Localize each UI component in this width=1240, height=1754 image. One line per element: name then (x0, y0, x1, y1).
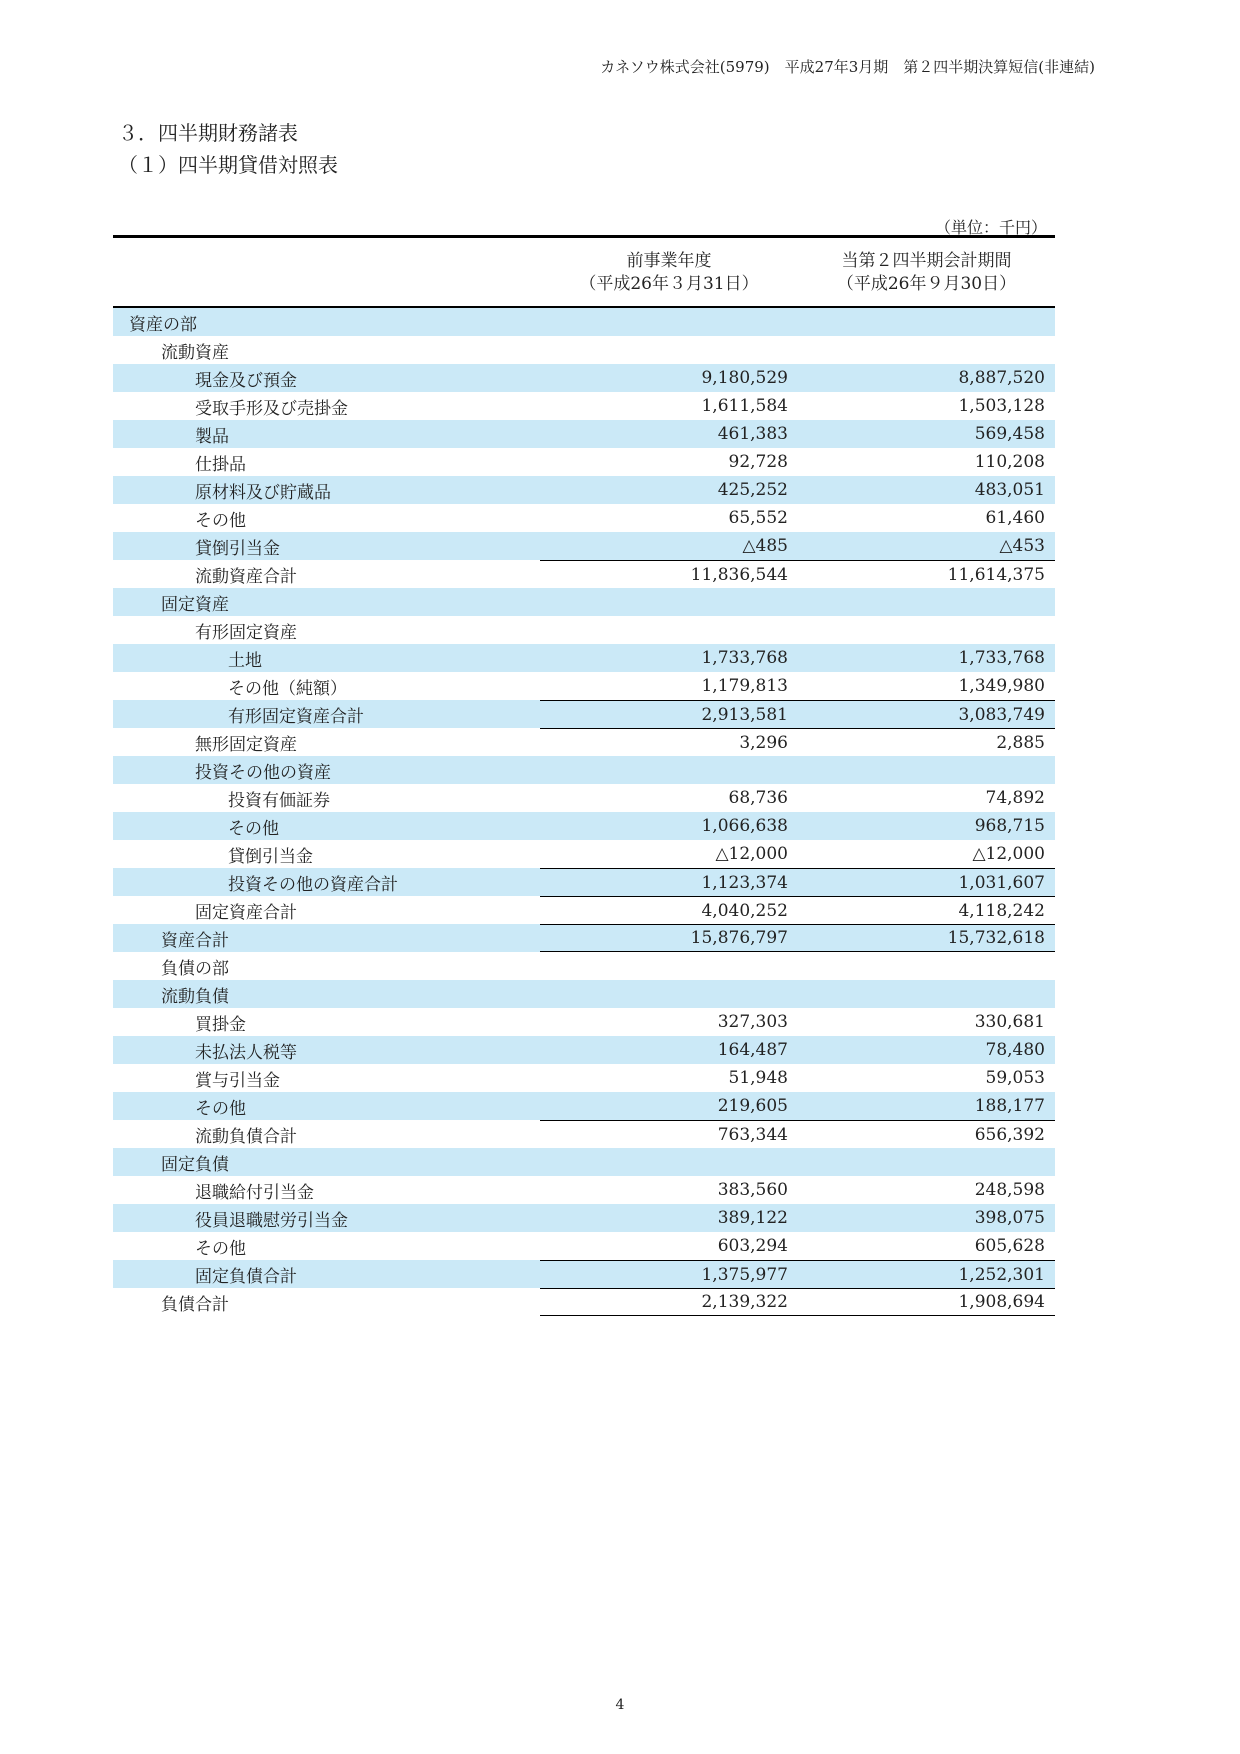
table-row (113, 896, 1055, 924)
row-label: 資産合計 (161, 930, 229, 951)
previous-period-value: 219,605 (717, 1096, 788, 1116)
table-row (113, 1092, 1055, 1120)
current-period-value: 8,887,520 (958, 368, 1045, 388)
current-period-value: △12,000 (972, 844, 1045, 864)
current-period-value: 605,628 (974, 1236, 1045, 1256)
previous-period-value (540, 980, 798, 1008)
table-row (113, 784, 1055, 812)
table-row (113, 924, 1055, 952)
current-period-value: 483,051 (974, 480, 1045, 500)
current-period-value: 1,908,694 (798, 1288, 1055, 1316)
row-label: 負債合計 (161, 1294, 229, 1315)
previous-period-value (540, 588, 798, 616)
row-label: 仕掛品 (195, 454, 246, 475)
previous-period-value (540, 952, 798, 980)
current-period-value: 1,733,768 (958, 648, 1045, 668)
balance-sheet-table (113, 235, 1055, 1316)
previous-period-value: 603,294 (717, 1236, 788, 1256)
current-period-value: 656,392 (798, 1120, 1055, 1148)
current-period-value: 110,208 (974, 452, 1045, 472)
row-label: 資産の部 (129, 314, 197, 335)
table-row (113, 1008, 1055, 1036)
table-row (113, 728, 1055, 756)
row-label: 貸倒引当金 (195, 538, 280, 559)
table-row (113, 616, 1055, 644)
current-period-value: △453 (999, 536, 1045, 556)
row-label: 有形固定資産 (195, 622, 297, 643)
previous-period-value: 389,122 (717, 1208, 788, 1228)
previous-period-value: 763,344 (540, 1120, 798, 1148)
row-label: 退職給付引当金 (195, 1182, 314, 1203)
previous-period-value: 461,383 (717, 424, 788, 444)
row-label: 流動資産 (161, 342, 229, 363)
current-period-value: 74,892 (985, 788, 1045, 808)
table-row (113, 476, 1055, 504)
column-header-blank (113, 238, 540, 306)
column-header-current-date: （平成26年９月30日） (836, 274, 1017, 294)
previous-period-value: 65,552 (728, 508, 788, 528)
previous-period-value: 327,303 (717, 1012, 788, 1032)
current-period-value: 330,681 (974, 1012, 1045, 1032)
column-header-current-label: 当第２四半期会計期間 (841, 251, 1012, 271)
row-label: 流動負債 (161, 986, 229, 1007)
table-row (113, 756, 1055, 784)
previous-period-value: 2,913,581 (540, 700, 798, 728)
previous-period-value (540, 1148, 798, 1176)
row-label: 固定資産 (161, 594, 229, 615)
row-label: 負債の部 (161, 958, 229, 979)
row-label: その他 (195, 1098, 246, 1119)
previous-period-value: 1,179,813 (701, 676, 788, 696)
current-period-value: 1,031,607 (798, 868, 1055, 896)
row-label: その他 (195, 510, 246, 531)
previous-period-value: 1,123,374 (540, 868, 798, 896)
previous-period-value (540, 308, 798, 336)
current-period-value: 968,715 (974, 816, 1045, 836)
table-row (113, 420, 1055, 448)
table-row (113, 532, 1055, 560)
row-label: 流動負債合計 (195, 1126, 297, 1147)
row-label: 流動資産合計 (195, 566, 297, 587)
previous-period-value: 11,836,544 (540, 560, 798, 588)
current-period-value: 59,053 (985, 1068, 1045, 1088)
row-label: 貸倒引当金 (228, 846, 313, 867)
current-period-value (798, 980, 1055, 1008)
current-period-value (798, 616, 1055, 644)
column-header-row (113, 238, 1055, 308)
current-period-value (798, 308, 1055, 336)
previous-period-value: 1,733,768 (701, 648, 788, 668)
table-row (113, 812, 1055, 840)
row-label: 製品 (195, 426, 229, 447)
previous-period-value: 1,375,977 (540, 1260, 798, 1288)
column-header-previous (540, 238, 798, 306)
table-row (113, 868, 1055, 896)
unit-label: （単位：千円） (935, 218, 1048, 237)
previous-period-value: 1,066,638 (701, 816, 788, 836)
row-label: 原材料及び貯蔵品 (195, 482, 331, 503)
row-label: 現金及び預金 (195, 370, 297, 391)
table-row (113, 308, 1055, 336)
row-label: その他 (228, 818, 279, 839)
previous-period-value: 15,876,797 (540, 924, 798, 952)
table-row (113, 336, 1055, 364)
row-label: 賞与引当金 (195, 1070, 280, 1091)
row-label: その他（純額） (228, 678, 347, 699)
table-row (113, 1204, 1055, 1232)
subsection-title: （１）四半期貸借対照表 (118, 153, 338, 177)
row-label: 投資その他の資産合計 (228, 874, 398, 895)
previous-period-value: 164,487 (717, 1040, 788, 1060)
current-period-value (798, 1148, 1055, 1176)
previous-period-value: 9,180,529 (701, 368, 788, 388)
table-row (113, 588, 1055, 616)
table-row (113, 392, 1055, 420)
row-label: 固定資産合計 (195, 902, 297, 923)
previous-period-value: 2,139,322 (540, 1288, 798, 1316)
current-period-value: 569,458 (974, 424, 1045, 444)
row-label: 固定負債合計 (195, 1266, 297, 1287)
table-row (113, 1176, 1055, 1204)
current-period-value: 78,480 (985, 1040, 1045, 1060)
table-row (113, 700, 1055, 728)
current-period-value (798, 336, 1055, 364)
current-period-value: 61,460 (985, 508, 1045, 528)
row-label: 無形固定資産 (195, 734, 297, 755)
previous-period-value: 425,252 (717, 480, 788, 500)
current-period-value: 248,598 (974, 1180, 1045, 1200)
table-row (113, 952, 1055, 980)
current-period-value: 1,503,128 (958, 396, 1045, 416)
previous-period-value (540, 756, 798, 784)
current-period-value (798, 588, 1055, 616)
table-row (113, 1260, 1055, 1288)
row-label: 有形固定資産合計 (228, 706, 364, 727)
previous-period-value: 68,736 (728, 788, 788, 808)
table-row (113, 1064, 1055, 1092)
current-period-value: 11,614,375 (798, 560, 1055, 588)
table-row (113, 1232, 1055, 1260)
previous-period-value: 51,948 (728, 1068, 788, 1088)
table-row (113, 980, 1055, 1008)
row-label: 買掛金 (195, 1014, 246, 1035)
current-period-value (798, 952, 1055, 980)
previous-period-value: △485 (742, 536, 788, 556)
current-period-value: 15,732,618 (798, 924, 1055, 952)
table-row (113, 448, 1055, 476)
current-period-value: 4,118,242 (798, 896, 1055, 924)
table-row (113, 560, 1055, 588)
table-row (113, 504, 1055, 532)
row-label: 受取手形及び売掛金 (195, 398, 348, 419)
row-label: その他 (195, 1238, 246, 1259)
table-row (113, 840, 1055, 868)
row-label: 投資その他の資産 (195, 762, 331, 783)
previous-period-value: △12,000 (715, 844, 788, 864)
current-period-value: 2,885 (798, 728, 1055, 756)
previous-period-value: 383,560 (717, 1180, 788, 1200)
table-row (113, 1036, 1055, 1064)
current-period-value: 3,083,749 (798, 700, 1055, 728)
table-row (113, 672, 1055, 700)
previous-period-value (540, 336, 798, 364)
row-label: 土地 (228, 650, 262, 671)
section-title: ３．四半期財務諸表 (118, 121, 298, 145)
row-label: 投資有価証券 (228, 790, 330, 811)
current-period-value: 1,349,980 (958, 676, 1045, 696)
table-row (113, 364, 1055, 392)
table-row (113, 1120, 1055, 1148)
previous-period-value: 4,040,252 (540, 896, 798, 924)
current-period-value: 188,177 (974, 1096, 1045, 1116)
current-period-value: 398,075 (974, 1208, 1045, 1228)
column-header-previous-date: （平成26年３月31日） (579, 274, 759, 294)
row-label: 役員退職慰労引当金 (195, 1210, 348, 1231)
table-row (113, 1148, 1055, 1176)
current-period-value: 1,252,301 (798, 1260, 1055, 1288)
column-header-current (798, 238, 1055, 306)
current-period-value (798, 756, 1055, 784)
document-header: カネソウ株式会社(5979) 平成27年3月期 第２四半期決算短信(非連結) (600, 58, 1095, 76)
column-header-previous-label: 前事業年度 (626, 251, 712, 271)
previous-period-value: 1,611,584 (701, 396, 788, 416)
previous-period-value (540, 616, 798, 644)
row-label: 固定負債 (161, 1154, 229, 1175)
row-label: 未払法人税等 (195, 1042, 297, 1063)
table-body (113, 308, 1055, 1316)
previous-period-value: 92,728 (728, 452, 788, 472)
table-row (113, 644, 1055, 672)
table-row (113, 1288, 1055, 1316)
previous-period-value: 3,296 (540, 728, 798, 756)
page-number: 4 (615, 1697, 625, 1713)
